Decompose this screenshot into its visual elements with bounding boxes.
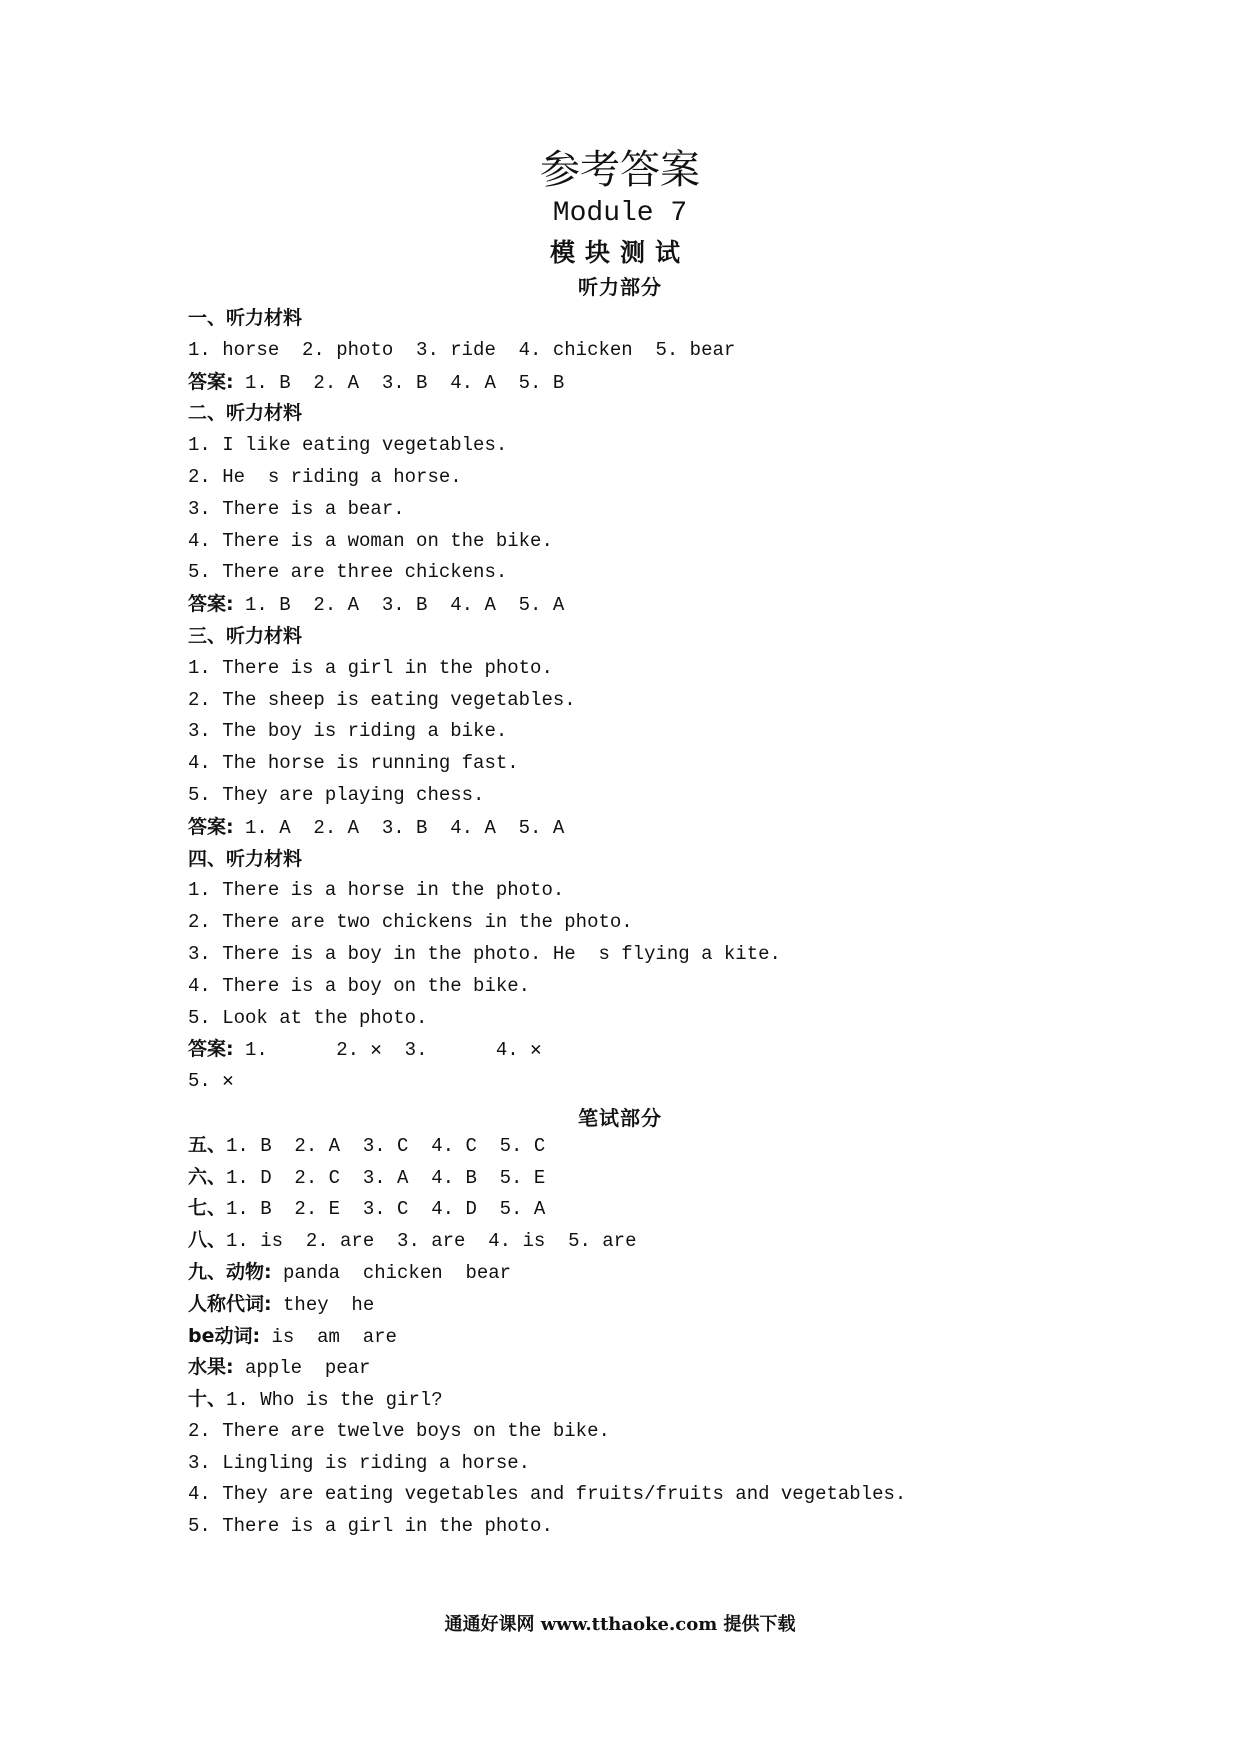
line-text: 1. There is a girl in the photo. <box>188 656 553 679</box>
line-text: 1. B 2. A 3. C 4. C 5. C <box>226 1134 546 1157</box>
answer-line <box>188 1066 1188 1098</box>
answer-line <box>188 844 1188 876</box>
line-text: 1. is 2. are 3. are 4. is 5. are <box>226 1230 637 1253</box>
answer-line <box>188 1257 1188 1289</box>
line-label: 一、听力材料 <box>188 307 303 329</box>
line-text: 3. There is a bear. <box>188 497 405 520</box>
answer-line <box>188 875 1188 907</box>
answer-line <box>188 1352 1188 1384</box>
line-text: 5. There is a girl in the photo. <box>188 1515 553 1538</box>
line-text: 1. There is a horse in the photo. <box>188 879 565 902</box>
answer-line <box>188 748 1188 780</box>
answer-line <box>188 462 1188 494</box>
line-label: 人称代词: <box>188 1292 272 1315</box>
line-text: 4. They are eating vegetables and fruits/fruits and vegetables. <box>188 1483 907 1506</box>
module-test-heading: 模块测试 <box>549 238 690 267</box>
line-text: 3. There is a boy in the photo. He s flying a kite. <box>188 942 781 965</box>
answer-line <box>188 971 1188 1003</box>
writing-part-heading: 笔试部分 <box>578 1106 662 1130</box>
answer-lines <box>188 303 1188 1543</box>
line-text: 1. D 2. C 3. A 4. B 5. E <box>226 1166 546 1189</box>
answer-line <box>188 1193 1188 1225</box>
line-text: 5. There are three chickens. <box>188 561 508 584</box>
line-text: panda chicken bear <box>271 1261 512 1284</box>
line-label: be动词: <box>188 1324 261 1347</box>
line-text: they he <box>271 1293 375 1316</box>
footer-credit: 通通好课网 www.tthaoke.com 提供下载 <box>444 1614 796 1635</box>
answer-line <box>188 494 1188 526</box>
answer-line <box>188 557 1188 589</box>
line-label: 六、 <box>188 1165 227 1188</box>
answer-line <box>188 1448 1188 1480</box>
answer-line <box>188 398 1188 430</box>
line-text: is am are <box>260 1325 397 1348</box>
line-label: 九、动物: <box>188 1260 272 1283</box>
line-label: 七、 <box>188 1197 227 1220</box>
line-text: 1. 2. ✕ 3. 4. ✕ <box>233 1039 542 1062</box>
answer-line <box>188 1511 1188 1543</box>
answer-line <box>188 1003 1188 1035</box>
line-text: 3. The boy is riding a bike. <box>188 720 508 743</box>
answer-line <box>188 430 1188 462</box>
line-label: 答案: <box>188 370 234 393</box>
answer-line <box>188 621 1188 653</box>
page-title: 参考答案 <box>540 147 700 193</box>
line-label: 答案: <box>188 593 234 616</box>
line-label: 四、听力材料 <box>188 847 303 870</box>
answer-line <box>188 335 1188 367</box>
line-text: 5. They are playing chess. <box>188 783 485 806</box>
answer-line <box>188 589 1188 621</box>
line-label: 答案: <box>188 1038 234 1061</box>
answer-line <box>188 526 1188 558</box>
line-text: 1. B 2. A 3. B 4. A 5. B <box>233 371 565 394</box>
line-text: 4. The horse is running fast. <box>188 752 519 775</box>
line-text: 1. B 2. E 3. C 4. D 5. A <box>226 1198 546 1221</box>
answer-line <box>188 716 1188 748</box>
answer-line <box>188 939 1188 971</box>
line-text: 1. A 2. A 3. B 4. A 5. A <box>233 816 565 839</box>
answer-line <box>188 367 1188 399</box>
line-text: 5. Look at the photo. <box>188 1006 428 1029</box>
answer-line <box>188 1321 1188 1353</box>
listening-part-heading: 听力部分 <box>578 275 662 299</box>
line-text: 2. He s riding a horse. <box>188 465 462 488</box>
line-text: 1. I like eating vegetables. <box>188 434 508 457</box>
answer-line <box>188 812 1188 844</box>
answer-line <box>188 303 1188 335</box>
line-label: 八、 <box>188 1229 227 1252</box>
line-label: 二、听力材料 <box>188 402 303 425</box>
module-subtitle: Module 7 <box>552 198 688 229</box>
line-text: 1. Who is the girl? <box>226 1389 443 1412</box>
answer-line <box>188 1384 1188 1416</box>
answer-line <box>188 1225 1188 1257</box>
answer-line <box>188 1130 1188 1162</box>
line-text: apple pear <box>233 1357 371 1380</box>
answer-line <box>188 1289 1188 1321</box>
line-label: 三、听力材料 <box>188 624 303 647</box>
line-text: 1. B 2. A 3. B 4. A 5. A <box>233 594 565 617</box>
answer-line <box>188 780 1188 812</box>
line-label: 答案: <box>188 815 234 838</box>
answer-line <box>188 1162 1188 1194</box>
line-text: 3. Lingling is riding a horse. <box>188 1451 531 1474</box>
line-label: 五、 <box>188 1133 227 1156</box>
answer-line <box>188 907 1188 939</box>
answer-line <box>188 1416 1188 1448</box>
line-label: 水果: <box>188 1356 234 1379</box>
line-text: 1. horse 2. photo 3. ride 4. chicken 5. bear <box>188 338 736 361</box>
line-text: 4. There is a boy on the bike. <box>188 974 531 997</box>
answer-line <box>188 1479 1188 1511</box>
answer-line <box>188 653 1188 685</box>
line-text: 2. There are twelve boys on the bike. <box>188 1419 610 1442</box>
answer-line <box>188 1034 1188 1066</box>
line-label: 十、 <box>188 1388 227 1411</box>
line-text: 4. There is a woman on the bike. <box>188 529 553 552</box>
line-text: 2. The sheep is eating vegetables. <box>188 688 576 711</box>
line-text: 5. ✕ <box>188 1070 234 1093</box>
answer-line <box>188 685 1188 717</box>
line-text: 2. There are two chickens in the photo. <box>188 911 633 934</box>
